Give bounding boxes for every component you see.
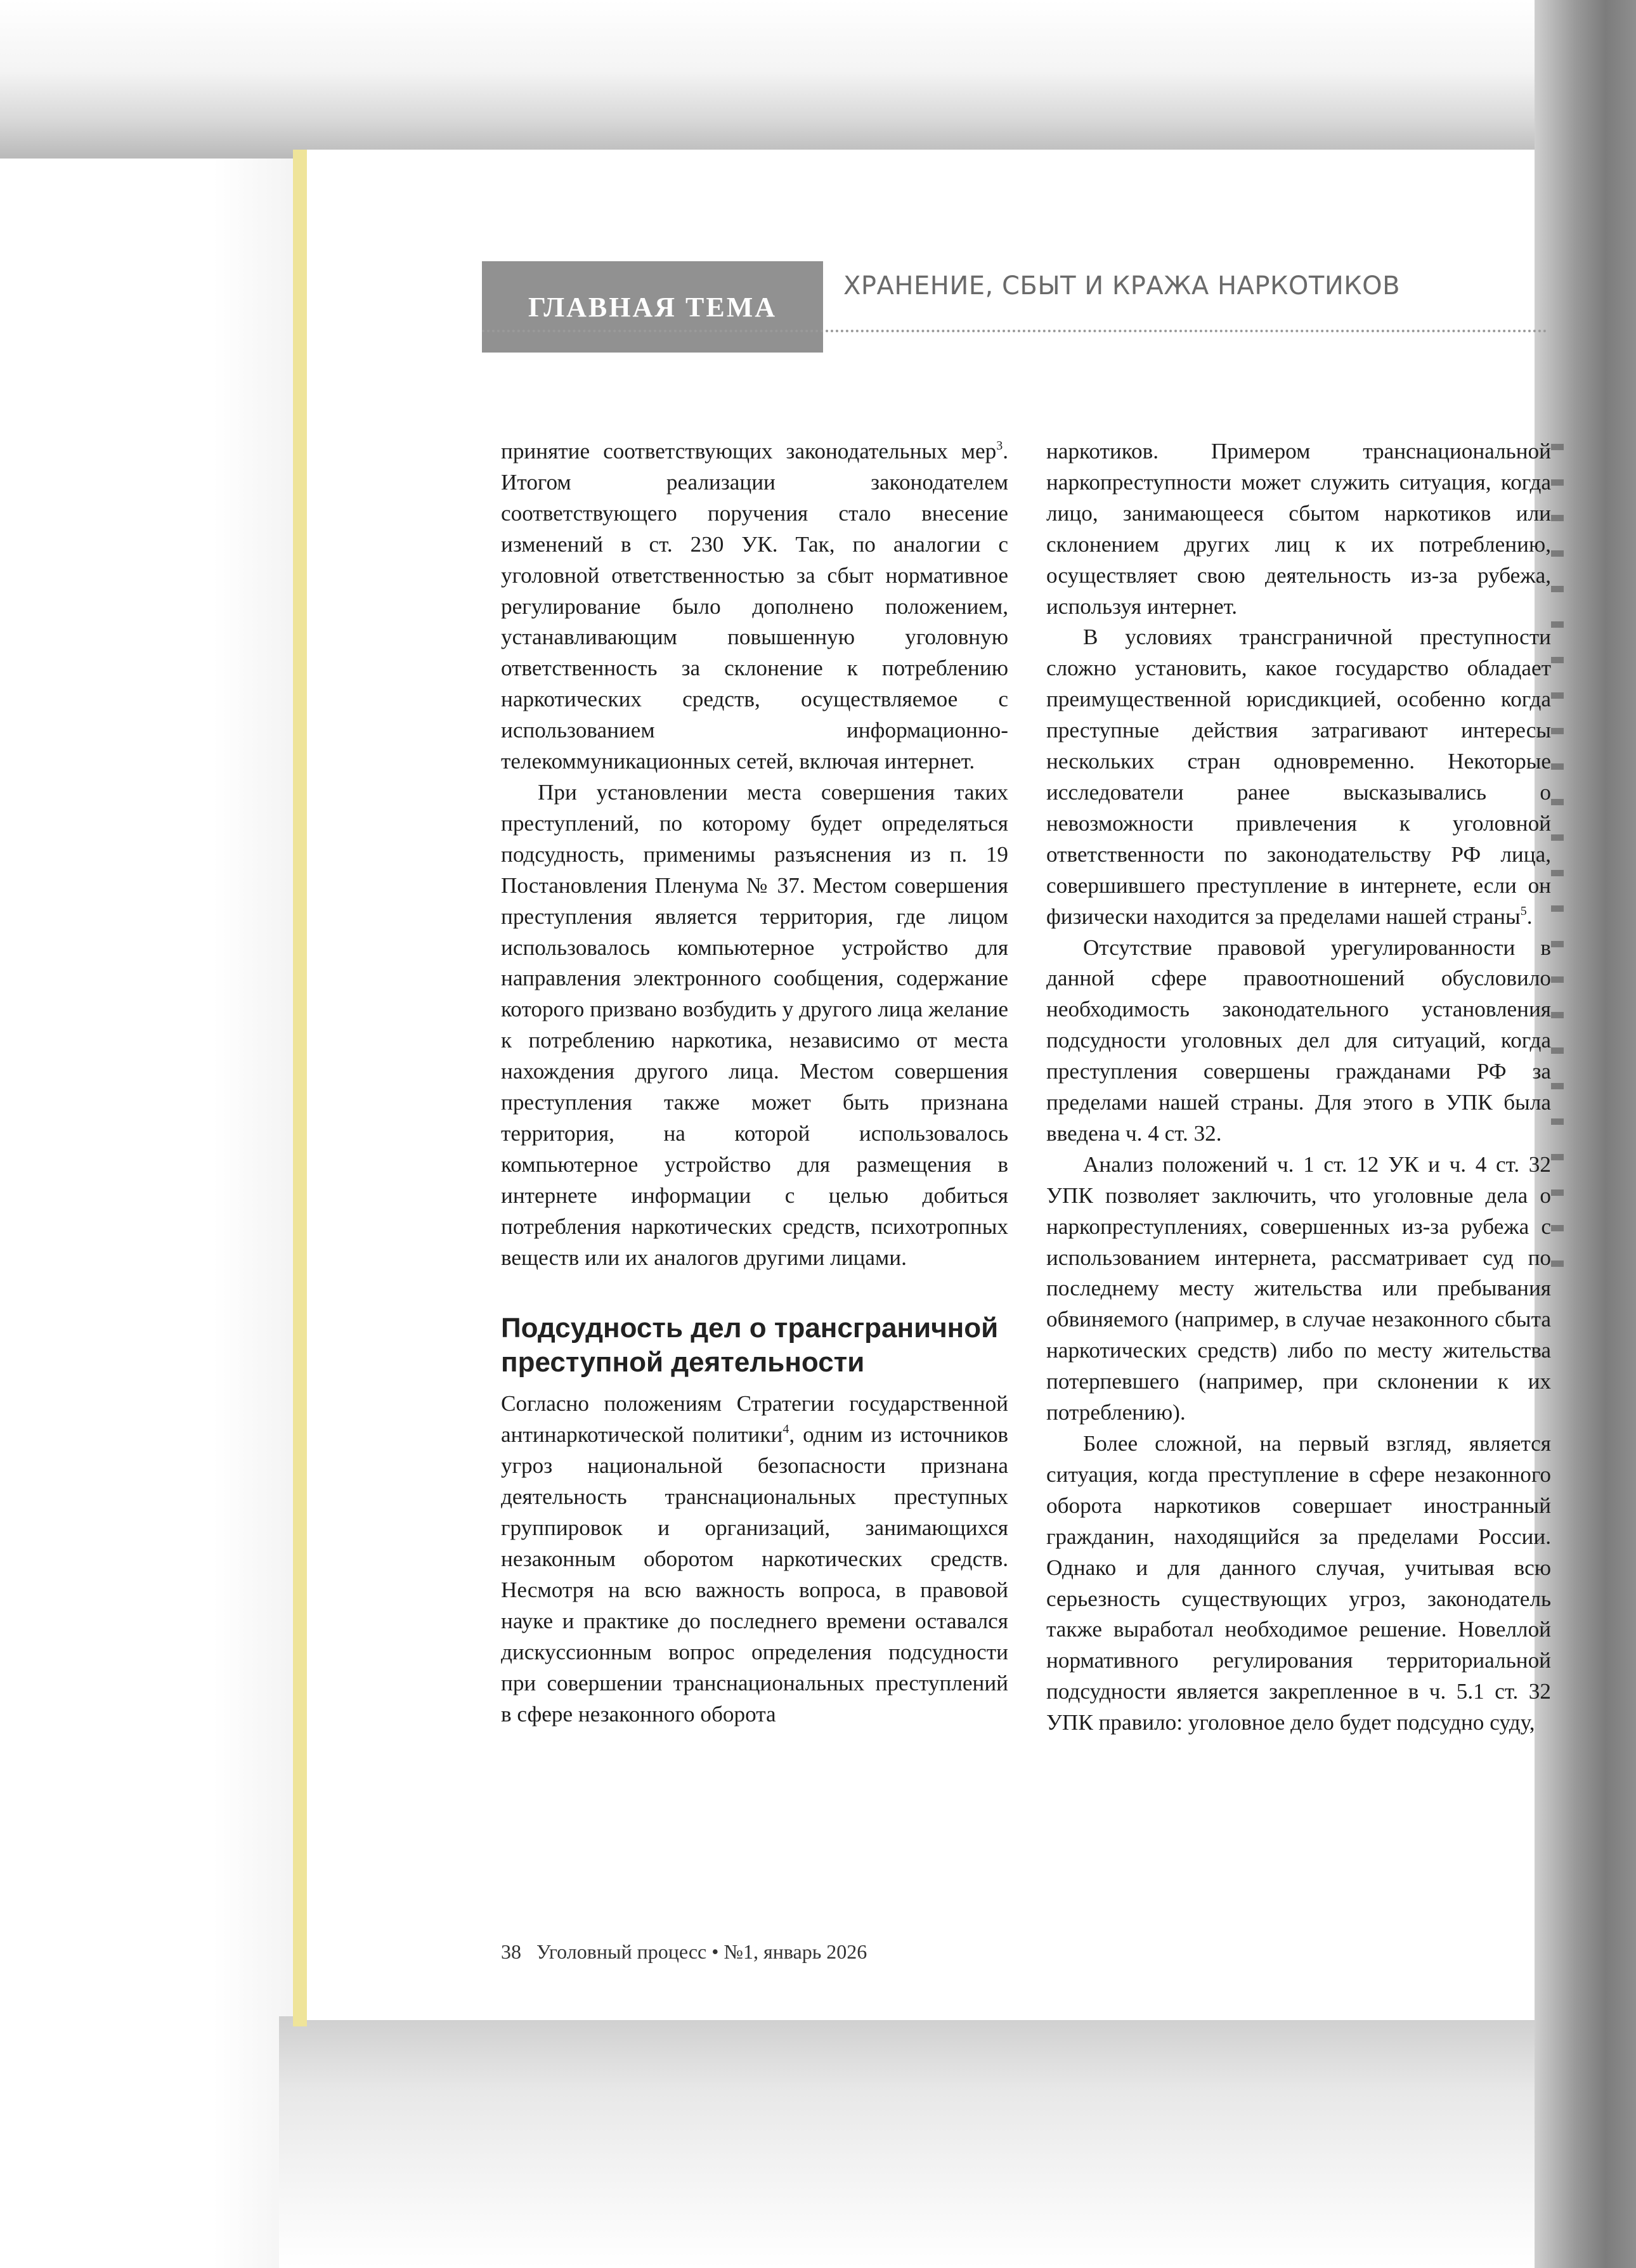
page-footer: 38 Уголовный процесс • №1, январь 2026	[501, 1940, 867, 1963]
page-edge	[293, 150, 307, 2026]
paragraph	[501, 436, 1008, 777]
footnote-ref: 5	[1520, 904, 1527, 918]
left-column	[501, 436, 1008, 1730]
paragraph	[1046, 622, 1551, 932]
paragraph: Анализ положений ч. 1 ст. 12 УК и ч. 4 ст. 32 УПК позволяет заключить, что уголовные дела о наркопреступлениях, совершенных из-за рубежа с использованием интернета, рассматривает суд по последнему месту жительства или пребывания обвиняемого (например, в случае незаконного сбыта наркотических средств) либо по месту жительства потерпевшего (например, при склонении к их потреблению).	[1046, 1151, 1551, 1425]
paragraph-text: . Итогом реализации законодателем соответствующего поручения стало внесение изменений в ст. 230 УК. Так, по аналогии с уголовной ответственностью за сбыт нормативное регулирование было дополнено положением, устанавливающим повышенную уголовную ответственность за склонение к потреблению наркотических средств, осуществляемое с использованием информационно-телекоммуникационных сетей, включая интернет.	[501, 439, 1008, 774]
paragraph	[501, 1389, 1008, 1730]
paragraph-text: , одним из источников угроз национальной безопасности признана деятельность транснациональных преступных группировок и организаций, занимающихся незаконным оборотом наркотических средств. Несмотря на всю важность вопроса, в правовой науке и практике до последнего времени оставался дискуссионным вопрос определения подсудности при совершении транснациональных преступлений в сфере незаконного оборота	[501, 1422, 1009, 1727]
paragraph: При установлении места совершения таких преступлений, по которому будет определяться подсудность, применимы разъяснения из п. 19 Постановления Пленума № 37. Местом совершения преступления является территория, где лицом использовалось компьютерное устройство для направления электронного сообщения, содержание которого призвано возбудить у другого лица желание к потреблению наркотика, независимо от места нахождения другого лица. Местом совершения преступления также может быть признана территория, на которой использовалось компьютерное устройство для размещения в интернете информации с целью добиться потребления наркотических средств, психотропных веществ или их аналогов другими лицами.	[501, 779, 1008, 1270]
scan-shadow-top	[0, 0, 1636, 159]
scan-margin-left	[0, 0, 304, 2268]
paragraph-text: В условиях трансграничной преступности сложно установить, какое государство обладает преимущественной юрисдикцией, особенно когда преступные действия затрагивают интересы нескольких стран одновременно. Некоторые исследователи ранее высказывались о невозможности привлечения к уголовной ответственности по законодательству РФ лица, совершившего преступление в интернете, если он физически находится за пределами нашей страны	[1046, 625, 1551, 929]
section-heading: Подсудность дел о трансграничной преступной деятельности	[501, 1312, 999, 1378]
scan-shadow-bottom	[279, 2016, 1636, 2268]
paragraph-text: .	[1526, 904, 1533, 929]
rubric-label: ГЛАВНАЯ ТЕМА	[528, 291, 777, 323]
footnote-ref: 4	[782, 1422, 789, 1437]
spine-marks	[1551, 444, 1564, 1268]
paragraph: Отсутствие правовой урегулированности в данной сфере правоотношений обусловило необходимость законодательного установления подсудности уголовных дел для ситуаций, когда преступления совершены гражданами РФ за пределами нашей страны. Для этого в УПК была введена ч. 4 ст. 32.	[1046, 935, 1551, 1146]
right-column	[1046, 436, 1551, 1739]
section-rubric	[482, 261, 823, 353]
header-dotted-rule	[482, 330, 1547, 332]
paragraph: Более сложной, на первый взгляд, является ситуация, когда преступление в сфере незаконного оборота наркотиков совершает иностранный гражданин, находящийся за пределами России. Однако и для данного случая, учитывая всю серьезность существующих угроз, законодатель также выработал необходимое решение. Новеллой нормативного регулирования территориальной подсудности является закрепленное в ч. 5.1 ст. 32 УПК правило: уголовное дело будет подсудно суду,	[1046, 1431, 1551, 1735]
paragraph: наркотиков. Примером транснациональной наркопреступности может служить ситуация, когда лицо, занимающееся сбытом наркотиков или склонением других лиц к их потреблению, осуществляет свою деятельность из-за рубежа, используя интернет.	[1046, 439, 1551, 619]
paragraph-text: принятие соответствующих законодательных мер	[501, 439, 997, 463]
section-topic: ХРАНЕНИЕ, СБЫТ И КРАЖА НАРКОТИКОВ	[843, 271, 1401, 301]
footnote-ref: 3	[996, 439, 1003, 453]
paragraph-text: Согласно положениям Стратегии государственной антинаркотической политики	[501, 1391, 1008, 1448]
